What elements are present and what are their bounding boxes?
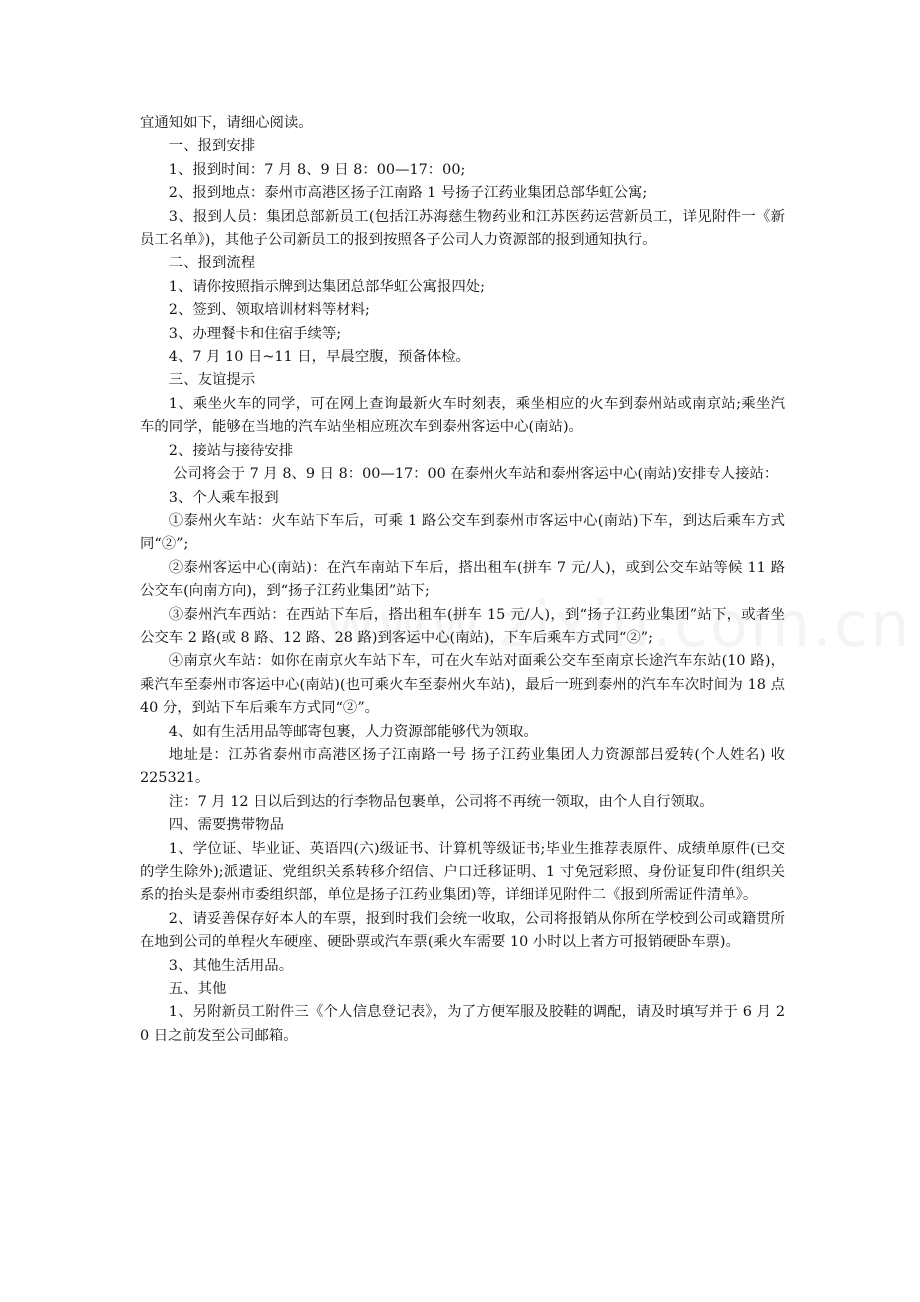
paragraph: 公司将会于 7 月 8、9 日 8：00—17：00 在泰州火车站和泰州客运中心(南站)安排专人接站： (173, 466, 779, 483)
section-heading-4: 四、需要携带物品 (168, 817, 284, 834)
paragraph: 1、请你按照指示牌到达集团总部华虹公寓报四处; (168, 278, 486, 295)
note-paragraph: 注：7 月 12 日以后到达的行李物品包裹单，公司将不再统一领取，由个人自行领取。 (168, 793, 714, 810)
paragraph: 2、签到、领取培训材料等材料; (168, 302, 370, 319)
paragraph: 1、另附新员工附件三《个人信息登记表》，为了方便军服及胶鞋的调配，请及时填写并于 6 月 20 日之前发至公司邮箱。 (140, 1004, 785, 1044)
paragraph: 1、学位证、毕业证、英语四(六)级证书、计算机等级证书;毕业生推荐表原件、成绩单原件(已交的学生除外);派遣证、党组织关系转移介绍信、户口迁移证明、1 寸免冠彩照、身份证复印件(组织关系的抬头是泰州市委组织部，单位是扬子江药业集团)等，详细详见附件二《报到所需证件清单》。 (140, 840, 785, 904)
paragraph: 3、其他生活用品。 (168, 957, 294, 974)
paragraph: ③泰州汽车西站：在西站下车后，搭出租车(拼车 15 元/人)，到“扬子江药业集团”站下，或者坐公交车 2 路(或 8 路、12 路、28 路)到客运中心(南站)，下车后乘车方式同“②”; (140, 606, 785, 646)
paragraph: 4、如有生活用品等邮寄包裹，人力资源部能够代为领取。 (168, 723, 538, 740)
paragraph: 1、乘坐火车的同学，可在网上查询最新火车时刻表，乘坐相应的火车到泰州站或南京站;乘坐汽车的同学，能够在当地的汽车站坐相应班次车到泰州客运中心(南站)。 (140, 395, 785, 436)
section-heading-1: 一、报到安排 (168, 138, 256, 155)
section-heading-3: 三、友谊提示 (168, 372, 256, 389)
paragraph: ②泰州客运中心(南站)：在汽车南站下车后，搭出租车(拼车 7 元/人)，或到公交车站等候 11 路公交车(向南方向)，到“扬子江药业集团”站下; (140, 559, 785, 600)
section-heading-5: 五、其他 (168, 981, 227, 998)
paragraph: 3、办理餐卡和住宿手续等; (168, 325, 342, 342)
paragraph: 2、接站与接待安排 (168, 442, 294, 459)
document-body (140, 112, 800, 1048)
paragraph: 1、报到时间：7 月 8、9 日 8：00—17：00; (168, 161, 466, 178)
paragraph: 4、7 月 10 日~11 日，早晨空腹，预备体检。 (168, 349, 470, 366)
paragraph: ①泰州火车站：火车站下车后，可乘 1 路公交车到泰州市客运中心(南站)下车，到达后乘车方式同“②”; (140, 512, 785, 553)
section-heading-2: 二、报到流程 (168, 255, 256, 272)
paragraph: 3、报到人员：集团总部新员工(包括江苏海慈生物药业和江苏医药运营新员工，详见附件一《新员工名单》)，其他子公司新员工的报到按照各子公司人力资源部的报到通知执行。 (140, 208, 785, 249)
paragraph: 2、请妥善保存好本人的车票，报到时我们会统一收取，公司将报销从你所在学校到公司或籍贯所在地到公司的单程火车硬座、硬卧票或汽车票(乘火车需要 10 小时以上者方可报销硬卧车票)。 (140, 910, 785, 951)
intro-line: 宜通知如下，请细心阅读。 (140, 115, 313, 131)
paragraph: 2、报到地点：泰州市高港区扬子江南路 1 号扬子江药业集团总部华虹公寓; (168, 185, 648, 202)
paragraph: ④南京火车站：如你在南京火车站下车，可在火车站对面乘公交车至南京长途汽车东站(10 路)，乘汽车至泰州市客运中心(南站)(也可乘火车至泰州火车站)，最后一班到泰州的汽车车次时间为 18 点 40 分，到站下车后乘车方式同“②”。 (140, 653, 785, 717)
address-paragraph: 地址是：江苏省泰州市高港区扬子江南路一号 扬子江药业集团人力资源部吕爱转(个人姓名) 收 225321。 (140, 746, 800, 787)
paragraph: 3、个人乘车报到 (168, 489, 279, 506)
